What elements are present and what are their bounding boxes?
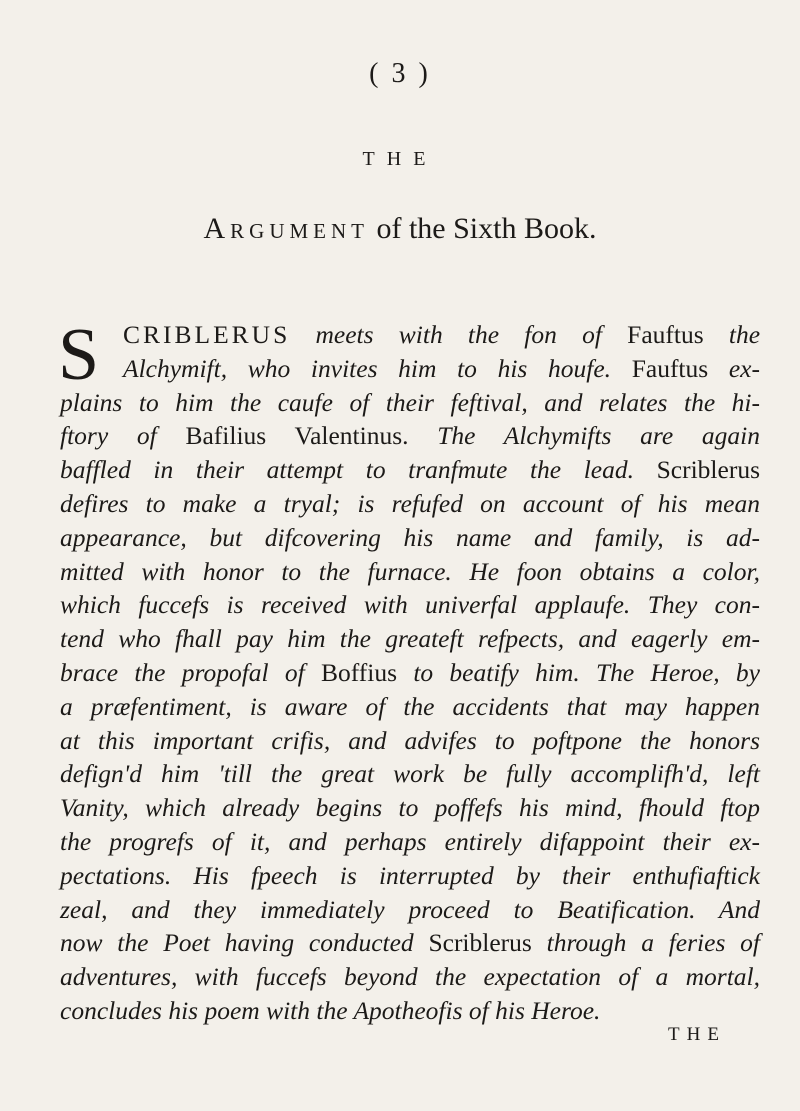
text-line: pectations. His fpeech is interrupted by their enthufiaftick (60, 860, 760, 890)
heading-the: THE (362, 148, 438, 170)
text-line: at this important crifis, and advifes to poftpone the honors (60, 725, 760, 755)
text-line: a præfentiment, is aware of the accidents that may happen (60, 691, 760, 721)
argument-title-caps: Argument (203, 212, 369, 245)
text-line: baffled in their attempt to tranfmute the lead. Scriblerus (60, 455, 760, 485)
argument-title-rest: of the Sixth Book. (368, 212, 597, 245)
text-line: adventures, with fuccefs beyond the expectation of a mortal, (60, 962, 760, 992)
text-line: mitted with honor to the furnace. He foon obtains a color, (60, 556, 760, 586)
text-line: zeal, and they immediately proceed to Beatification. And (60, 894, 760, 924)
text-line: Vanity, which already begins to poffefs his mind, fhould ftop (60, 793, 760, 823)
text-line: concludes his poem with the Apotheofis of his Heroe. (60, 995, 601, 1025)
text-line: Alchymift, who invites him to his houfe. Fauftus ex- (123, 353, 760, 383)
argument-paragraph (58, 314, 761, 1028)
text-line: brace the propofal of Boffius to beatify him. The Heroe, by (60, 657, 760, 687)
catchword: THE (668, 1024, 726, 1045)
text-line: CRIBLERUS meets with the fon of Fauftus the (123, 320, 761, 349)
page-number: ( 3 ) (369, 58, 431, 89)
text-line: now the Poet having conducted Scriblerus through a feries of (60, 928, 760, 958)
text-line: defign'd him 'till the great work be fully accomplifh'd, left (60, 759, 760, 789)
drop-cap: S (58, 314, 100, 396)
text-line: plains to him the caufe of their feftival, and relates the hi- (60, 387, 760, 417)
text-line: appearance, but difcovering his name and family, is ad- (60, 522, 760, 552)
argument-title (0, 212, 800, 246)
text-line: tend who fhall pay him the greateft refpects, and eagerly em- (60, 624, 760, 654)
text-line: which fuccefs is received with univerfal applaufe. They con- (60, 590, 760, 620)
text-line: defires to make a tryal; is refufed on account of his mean (60, 488, 760, 518)
text-line: ftory of Bafilius Valentinus. The Alchymifts are again (60, 421, 760, 451)
text-line: the progrefs of it, and perhaps entirely difappoint their ex- (60, 826, 760, 856)
